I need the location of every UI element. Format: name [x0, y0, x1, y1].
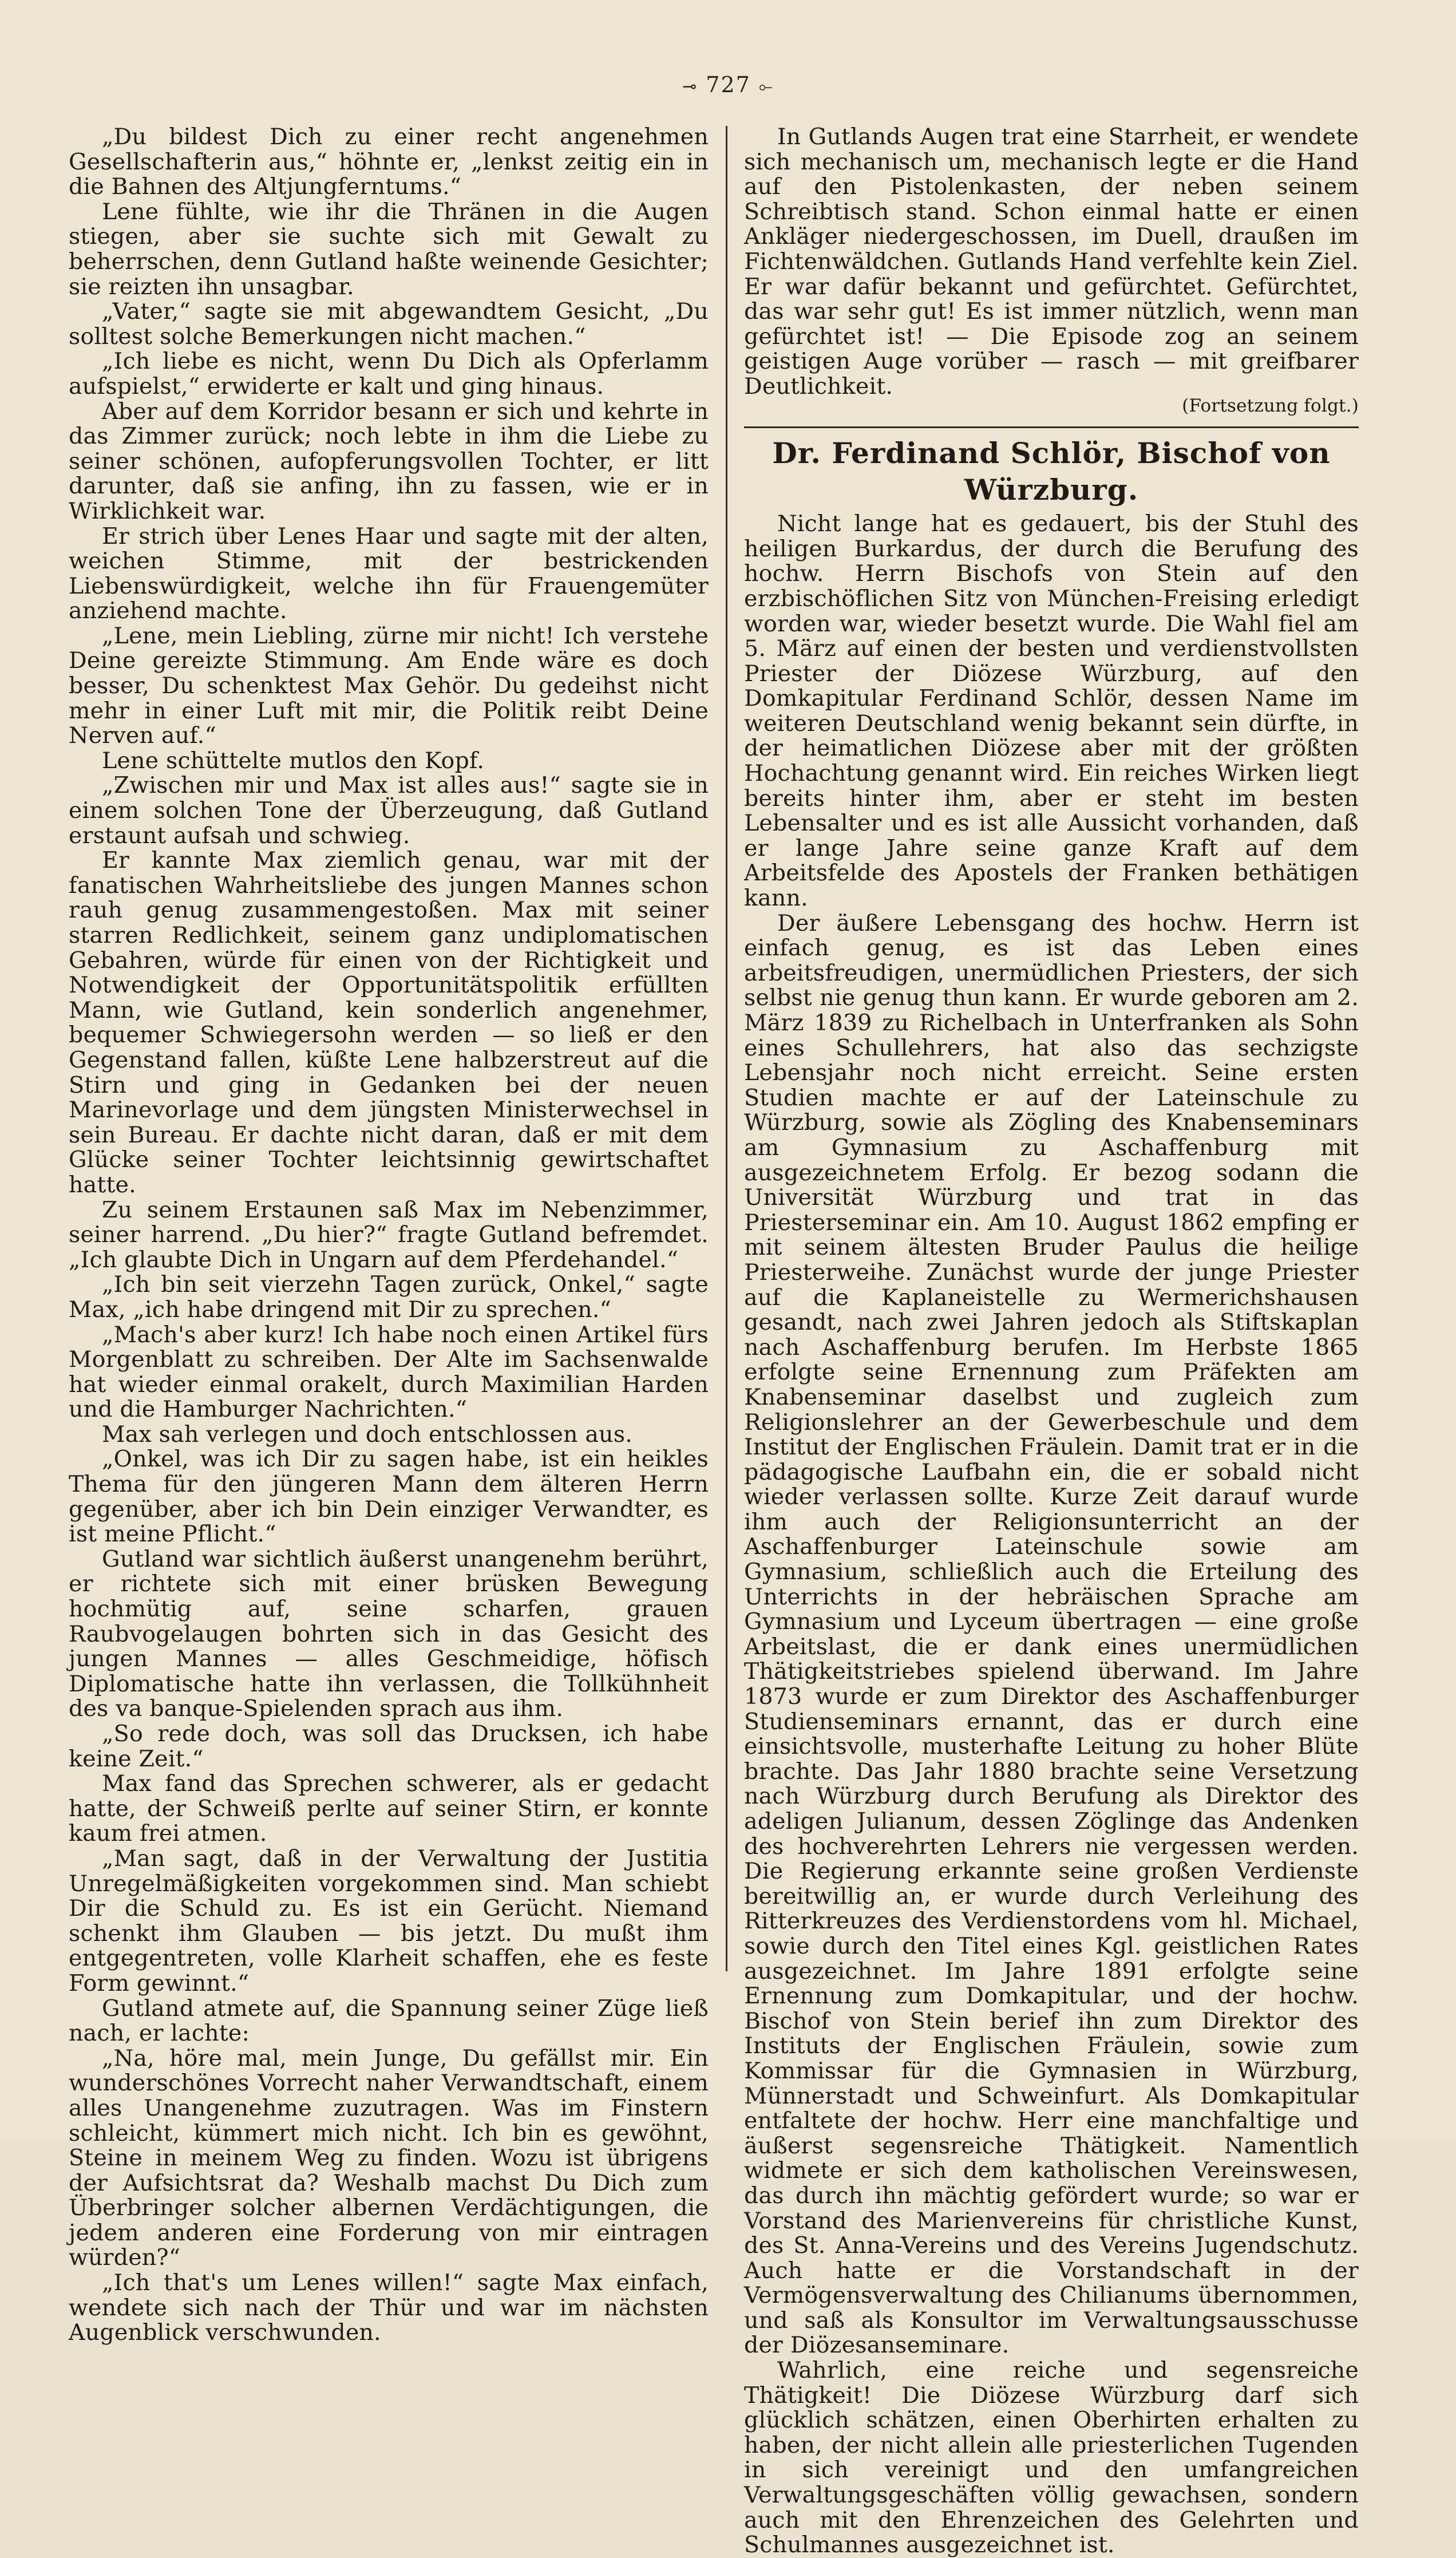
paragraph: Nicht lange hat es gedauert, bis der Stuhl des heiligen Burkardus, der durch die Berufung des hochw. Herrn Bischofs von Stein auf den erzbischöflichen Sitz von München-Freising erledigt worden war, wieder besetzt wurde. Die Wahl fiel am 5. März auf einen der besten und verdienstvollsten Priester der Diözese Würzburg, auf den Domkapitular Ferdinand Schlör, dessen Name im weiteren Deutschland wenig bekannt sein dürfte, in der heimatlichen Diözese aber mit der größten Hochachtung genannt wird. Ein reiches Wirken liegt bereits hinter ihm, aber er steht im besten Lebensalter und es ist alle Aussicht vorhanden, daß er lange Jahre seine ganze Kraft auf dem Arbeitsfelde des Apostels der Franken bethätigen kann. — [744, 511, 1359, 912]
paragraph: Wahrlich, eine reiche und segensreiche Thätigkeit! Die Diözese Würzburg darf sich glücklich schätzen, einen Oberhirten erhalten zu haben, der nicht allein alle priesterlichen Tugenden in sich vereinigt und den umfangreichen Verwaltungsgeschäften völlig gewachsen, sondern auch mit den Ehrenzeichen des Gelehrten und Schulmannes ausgezeichnet ist. — [744, 2357, 1359, 2558]
page-number-header — [0, 72, 1456, 97]
paragraph: „Zwischen mir und Max ist alles aus!“ sagte sie in einem solchen Tone der Überzeugung, daß Gutland erstaunt aufsah und schwieg. — [69, 772, 709, 849]
ornament-left-icon: ⊸ — [682, 77, 698, 97]
paragraph: In Gutlands Augen trat eine Starrheit, er wendete sich mechanisch um, mechanisch legte er die Hand auf den Pistolenkasten, der neben seinem Schreibtisch stand. Schon einmal hatte er einen Ankläger niedergeschossen, im Duell, draußen im Fichtenwäldchen. Gutlands Hand verfehlte kein Ziel. Er war dafür bekannt und gefürchtet. Gefürchtet, das war sehr gut! Es ist immer nützlich, wenn man gefürchtet ist! — Die Episode zog an seinem geistigen Auge vorüber — rasch — mit greifbarer Deutlichkeit. — [744, 124, 1359, 400]
paragraph: „Man sagt, daß in der Verwaltung der Justitia Unregelmäßigkeiten vorgekommen sind. Man schiebt Dir die Schuld zu. Es ist ein Gerücht. Niemand schenkt ihm Glauben — bis jetzt. Du mußt ihm entgegentreten, volle Klarheit schaffen, ehe es feste Form gewinnt.“ — [69, 1845, 709, 1996]
left-column — [69, 125, 709, 2346]
paragraph: „Ich liebe es nicht, wenn Du Dich als Opferlamm aufspielst,“ erwiderte er kalt und ging hinaus. — [69, 348, 709, 400]
page-number: 727 — [706, 72, 751, 97]
paragraph: Der äußere Lebensgang des hochw. Herrn ist einfach genug, es ist das Leben eines arbeitsfreudigen, unermüdlichen Priesters, der sich selbst nie genug thun kann. Er wurde geboren am 2. März 1839 zu Richelbach in Unterfranken als Sohn eines Schullehrers, hat also das sechzigste Lebensjahr noch nicht erreicht. Seine ersten Studien machte er auf der Lateinschule zu Würzburg, sowie als Zögling des Knabenseminars am Gymnasium zu Aschaffenburg mit ausgezeichnetem Erfolg. Er bezog sodann die Universität Würzburg und trat in das Priesterseminar ein. Am 10. August 1862 empfing er mit seinem ältesten Bruder Paulus die heilige Priesterweihe. Zunächst wurde der junge Priester auf die Kaplaneistelle zu Wermerichshausen gesandt, nach zwei Jahren jedoch als Stiftskaplan nach Aschaffenburg berufen. Im Herbste 1865 erfolgte seine Ernennung zum Präfekten am Knabenseminar daselbst und zugleich zum Religionslehrer an der Gewerbeschule und dem Institut der Englischen Fräulein. Damit trat er in die pädagogische Laufbahn ein, die er sobald nicht wieder verlassen sollte. Kurze Zeit darauf wurde ihm auch der Religionsunterricht an der Aschaffenburger Lateinschule sowie am Gymnasium, schließlich auch die Erteilung des Unterrichts in der hebräischen Sprache am Gymnasium und Lyceum übertragen — eine große Arbeitslast, die er dank eines unermüdlichen Thätigkeitstriebes spielend überwand. Im Jahre 1873 wurde er zum Direktor des Aschaffenburger Studienseminars ernannt, das er durch eine einsichtsvolle, musterhafte Leitung zu hoher Blüte brachte. Das Jahr 1880 brachte seine Versetzung nach Würzburg durch Berufung als Direktor des adeligen Julianum, dessen Zöglinge das Andenken des hochverehrten Lehrers nie vergessen werden. Die Regierung erkannte seine großen Verdienste bereitwillig an, er wurde durch Verleihung des Ritterkreuzes des Verdienstordens vom hl. Michael, sowie durch den Titel eines Kgl. geistlichen Rates ausgezeichnet. Im Jahre 1891 erfolgte seine Ernennung zum Domkapitular, und der hochw. Bischof von Stein berief ihn zum Direktor des Instituts der Englischen Fräulein, sowie zum Kommissar für die Gymnasien in Würzburg, Münnerstadt und Schweinfurt. Als Domkapitular entfaltete der hochw. Herr eine manchfaltige und äußerst segensreiche Thätigkeit. Namentlich widmete er sich dem katholischen Vereinswesen, das durch ihn mächtig gefördert wurde; so war er Vorstand des Marienvereins für christliche Kunst, des St. Anna-Vereins und des Vereins Jugendschutz. Auch hatte er die Vorstandschaft in der Vermögensverwaltung des Chilianums übernommen, und saß als Konsultor im Verwaltungsausschusse der Diözesanseminare. — [744, 910, 1359, 2359]
continuation-note: (Fortsetzung folgt.) — [1182, 395, 1359, 416]
paragraph: Zu seinem Erstaunen saß Max im Nebenzimmer, seiner harrend. „Du hier?“ fragte Gutland befremdet. „Ich glaubte Dich in Ungarn auf dem Pferdehandel.“ — [69, 1196, 709, 1273]
paragraph: Er kannte Max ziemlich genau, war mit der fanatischen Wahrheitsliebe des jungen Mannes schon rauh genug zusammengestoßen. Max mit seiner starren Redlichkeit, seinem ganz undiplomatischen Gebahren, würde für einen von der Richtigkeit und Notwendigkeit der Opportunitätspolitik erfüllten Mann, wie Gutland, kein sonderlich angenehmer, bequemer Schwiegersohn werden — so ließ er den Gegenstand fallen, küßte Lene halbzerstreut auf die Stirn und ging in Gedanken bei der neuen Marinevorlage und dem jüngsten Ministerwechsel in sein Bureau. Er dachte nicht daran, daß er mit dem Glücke seiner Tochter leichtsinnig gewirtschaftet hatte. — [69, 847, 709, 1198]
right-column — [744, 125, 1359, 2558]
ornament-right-icon: ⟜ — [758, 77, 774, 97]
paragraph: „Vater,“ sagte sie mit abgewandtem Gesicht, „Du solltest solche Bemerkungen nicht machen.“ — [69, 298, 709, 350]
paragraph: „Ich bin seit vierzehn Tagen zurück, Onkel,“ sagte Max, „ich habe dringend mit Dir zu sprechen.“ — [69, 1271, 709, 1323]
paragraph: Gutland war sichtlich äußerst unangenehm berührt, er richtete sich mit einer brüsken Bewegung hochmütig auf, seine scharfen, grauen Raubvogelaugen bohrten sich in das Gesicht des jungen Mannes — alles Geschmeidige, höfisch Diplomatische hatte ihn verlassen, die Tollkühnheit des va banque-Spielenden sprach aus ihm. — [69, 1545, 709, 1722]
paragraph: „Mach's aber kurz! Ich habe noch einen Artikel fürs Morgenblatt zu schreiben. Der Alte im Sachsenwalde hat wieder einmal orakelt, durch Maximilian Harden und die Hamburger Nachrichten.“ — [69, 1321, 709, 1423]
paragraph: „Na, höre mal, mein Junge, Du gefällst mir. Ein wunderschönes Vorrecht naher Verwandtschaft, einem alles Unangenehme zuzutragen. Was im Finstern schleicht, kümmert mich nicht. Ich bin es gewöhnt, Steine in meinem Weg zu finden. Wozu ist übrigens der Aufsichtsrat da? Weshalb machst Du Dich zum Überbringer solcher albernen Verdächtigungen, die jedem anderen eine Forderung von mir eintragen würden?“ — [69, 2045, 709, 2271]
paragraph: Gutland atmete auf, die Spannung seiner Züge ließ nach, er lachte: — [69, 1995, 709, 2047]
paragraph: „So rede doch, was soll das Drucksen, ich habe keine Zeit.“ — [69, 1721, 709, 1772]
article-divider — [744, 426, 1359, 428]
paragraph: „Onkel, was ich Dir zu sagen habe, ist ein heikles Thema für den jüngeren Mann dem älteren Herrn gegenüber, aber ich bin Dein einziger Verwandter, es ist meine Pflicht.“ — [69, 1446, 709, 1548]
paragraph: Lene fühlte, wie ihr die Thränen in die Augen stiegen, aber sie suchte sich mit Gewalt zu beherrschen, denn Gutland haßte weinende Gesichter; sie reizten ihn unsagbar. — [69, 198, 709, 300]
paragraph: „Ich that's um Lenes willen!“ sagte Max einfach, wendete sich nach der Thür und war im nächsten Augenblick verschwunden. — [69, 2270, 709, 2346]
paragraph: Max sah verlegen und doch entschlossen aus. — [102, 1421, 633, 1448]
paragraph: Max fand das Sprechen schwerer, als er gedacht hatte, der Schweiß perlte auf seiner Stirn, er konnte kaum frei atmen. — [69, 1770, 709, 1847]
column-divider — [726, 126, 727, 1971]
article-title: Dr. Ferdinand Schlör, Bischof von Würzburg. — [772, 436, 1331, 507]
paragraph: „Lene, mein Liebling, zürne mir nicht! Ich verstehe Deine gereizte Stimmung. Am Ende wäre es doch besser, Du schenktest Max Gehör. Du gedeihst nicht mehr in einer Luft mit mir, die Politik reibt Deine Nerven auf.“ — [69, 622, 709, 749]
paragraph: Aber auf dem Korridor besann er sich und kehrte in das Zimmer zurück; noch lebte in ihm die Liebe zu seiner schönen, aufopferungsvollen Tochter, er litt darunter, daß sie anfing, ihn zu fassen, wie er in Wirklichkeit war. — [69, 398, 709, 524]
paragraph: Er strich über Lenes Haar und sagte mit der alten, weichen Stimme, mit der bestrickenden Liebenswürdigkeit, welche ihn für Frauengemüter anziehend machte. — [69, 523, 709, 624]
paragraph: Lene schüttelte mutlos den Kopf. — [102, 747, 485, 774]
paragraph: „Du bildest Dich zu einer recht angenehmen Gesellschafterin aus,“ höhnte er, „lenkst zeitig ein in die Bahnen des Altjungferntums.“ — [69, 124, 709, 200]
